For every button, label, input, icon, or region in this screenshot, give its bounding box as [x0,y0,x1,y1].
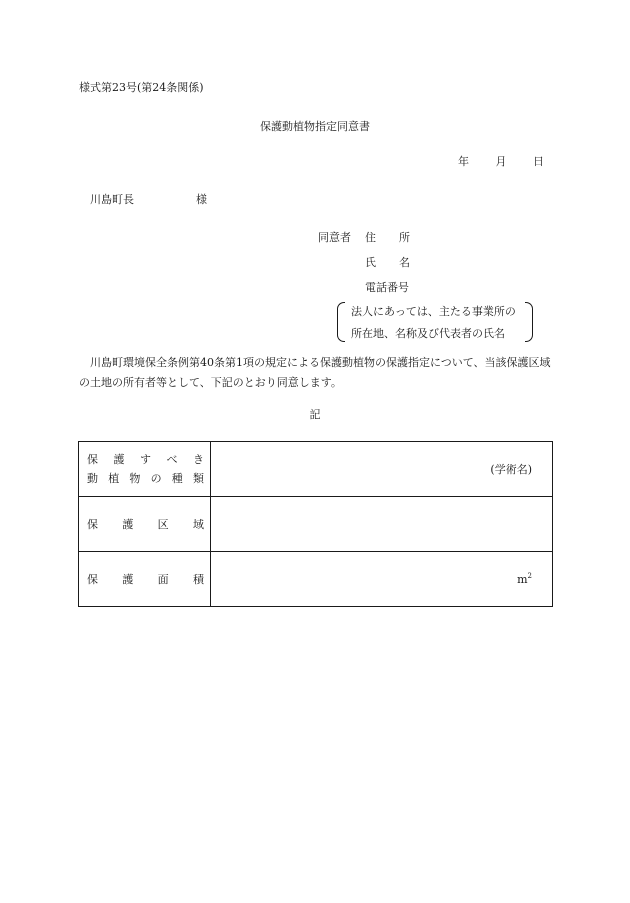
addressee-honorific: 様 [196,193,207,206]
date-day: 日 [533,155,544,168]
species-label [79,442,211,497]
consent-statement: 川島町環境保全条例第40条第1項の規定による保護動植物の保護指定について、当該保護区域の土地の所有者等として、下記のとおり同意します。 [79,356,551,389]
species-label-line-2: 動 植 物 の 種 類 [87,472,204,485]
details-table [78,441,553,607]
area-value-field[interactable] [211,497,553,552]
corporate-note-line-2: 所在地、名称及び代表者の氏名 [351,327,505,340]
consenter-name-label: 氏名 [365,256,433,269]
corporate-note [337,302,533,342]
consenter-label: 同意者 [318,231,351,244]
corporate-note-line-1: 法人にあっては、主たる事業所の [351,305,516,318]
consenter-address-label: 住所 [365,231,433,244]
left-bracket [337,302,345,342]
area-label: 保 護 区 域 [79,497,211,552]
addressee [90,194,207,205]
species-label-line-1: 保 護 す べ き [87,453,204,466]
document-title: 保護動植物指定同意書 [260,120,370,133]
right-bracket [525,302,533,342]
date-year: 年 [458,155,469,168]
consenter-phone-label: 電話番号 [365,281,409,294]
form-number: 様式第23号(第24条関係) [79,81,204,94]
species-value-field[interactable] [211,442,553,497]
table-row [79,442,553,497]
addressee-name: 川島町長 [90,193,134,206]
table-row [79,497,553,552]
table-row [79,552,553,607]
scientific-name-note: (学術名) [490,462,532,476]
size-value-field[interactable] [211,552,553,607]
date-month: 月 [495,155,507,168]
record-mark: 記 [309,408,321,421]
square-meter-unit: $m^2$ [517,571,532,586]
date-line [458,156,544,167]
size-label: 保 護 面 積 [79,552,211,607]
